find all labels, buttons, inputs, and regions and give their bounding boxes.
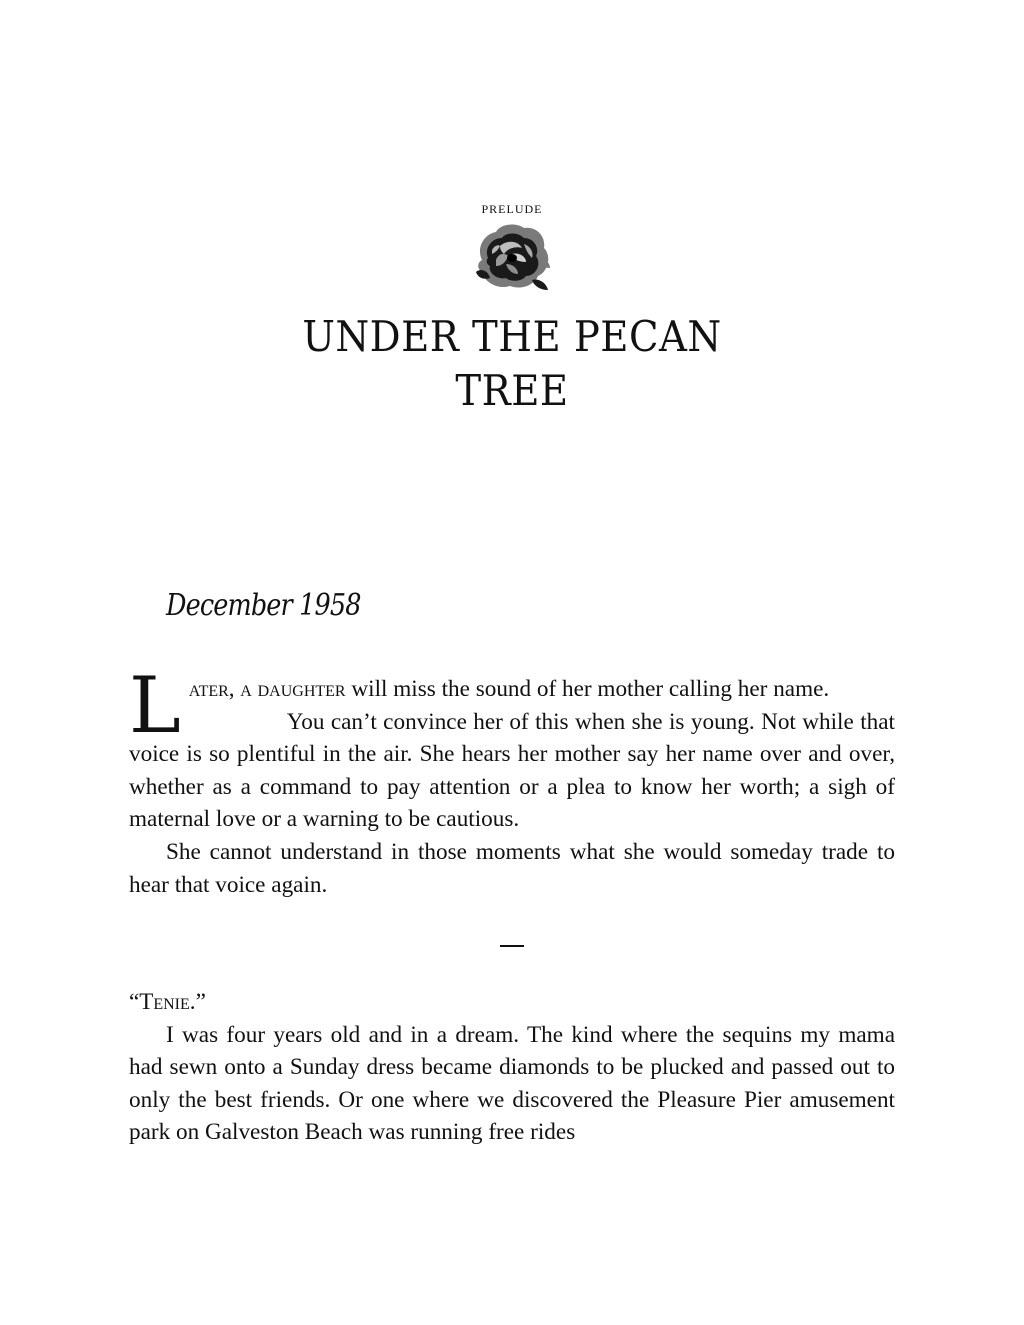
- chapter-title-line-2: TREE: [455, 366, 569, 415]
- scene-section: [129, 986, 895, 1149]
- section-break: [500, 945, 524, 947]
- scene-paragraph-1: I was four years old and in a dream. The kind where the sequins my mama had sewn onto a Sunday dress became diamonds to be plucked and passed out to only the best friends. Or one where we discovered the Pleasure Pier amusement park on Galveston Beach was running free rides: [129, 1021, 895, 1146]
- opening-paragraph-1: You can’t convince her of this when she is young. Not while that voice is so plentiful in the air. She hears her mother say her name over and over, whether as a command to pay attention or a plea to know her worth; a sigh of maternal love or a warning to be cautious.: [129, 708, 895, 833]
- first-line-text: will miss the sound of her mother calling her name.: [345, 676, 830, 702]
- chapter-title-line-1: UNDER THE PECAN: [302, 312, 722, 361]
- dialogue-name: Tenie: [139, 989, 190, 1014]
- dialogue-line: [129, 986, 895, 1019]
- rose-icon: [472, 220, 552, 294]
- lead-in-small-caps: ater, a daughter: [188, 676, 346, 701]
- drop-cap: L: [129, 661, 181, 751]
- chapter-label: PRELUDE: [481, 202, 543, 216]
- chapter-title: [236, 310, 788, 418]
- quote-close: .”: [189, 989, 206, 1015]
- dateline: December 1958: [166, 588, 361, 623]
- opening-paragraph-2: She cannot understand in those moments what she would someday trade to hear that voice again.: [129, 838, 895, 898]
- quote-open: “: [129, 989, 140, 1015]
- opening-first-line: [129, 661, 895, 751]
- opening-section: [129, 661, 895, 901]
